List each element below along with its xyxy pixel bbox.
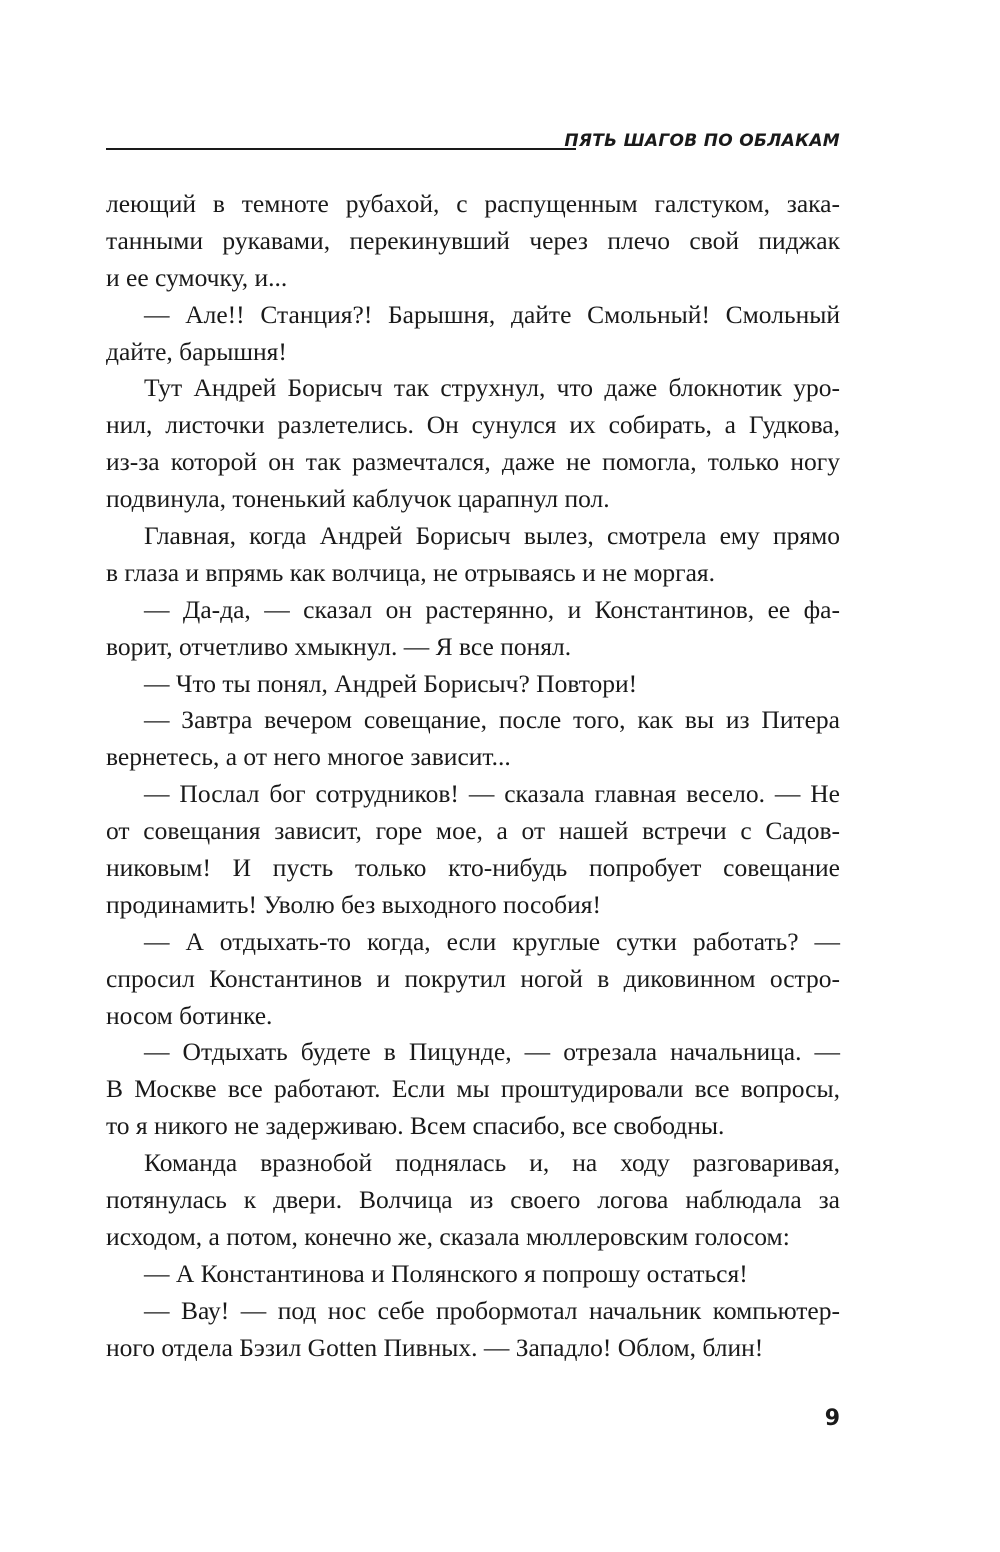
paragraph — [106, 518, 840, 592]
text-line: вернетесь, а от него многое зависит... — [106, 742, 511, 772]
text-line: Команда вразнобой поднялась и, на ходу разговаривая, — [144, 1148, 840, 1178]
text-line: никовым! И пусть только кто-нибудь попробует совещание — [106, 853, 840, 883]
text-line: нил, листочки разлетелись. Он сунулся их собирать, а Гудкова, — [106, 410, 840, 440]
text-line: ного отдела Бэзил Gotten Пивных. — Западло! Облом, блин! — [106, 1332, 764, 1362]
text-line: исходом, а потом, конечно же, сказала мюллеровским голосом: — [106, 1221, 790, 1251]
text-line: ворит, отчетливо хмыкнул. — Я все понял. — [106, 631, 572, 661]
text-line: — Послал бог сотрудников! — сказала главная весело. — Не — [144, 779, 840, 809]
text-line: — А отдыхать-то когда, если круглые сутки работать? — — [144, 926, 840, 956]
paragraph — [106, 666, 840, 703]
running-head — [106, 127, 840, 159]
text-line: Главная, когда Андрей Борисыч вылез, смотрела ему прямо — [144, 521, 840, 551]
text-line: дайте, барышня! — [106, 336, 287, 366]
paragraph — [106, 1256, 840, 1293]
text-line: Тут Андрей Борисыч так струхнул, что даже блокнотик уро- — [144, 373, 840, 403]
text-line: продинамить! Уволю без выходного пособия! — [106, 889, 601, 919]
text-line: и ее сумочку, и... — [106, 262, 288, 292]
text-line: — Але!! Станция?! Барышня, дайте Смольный! Смольный — [144, 299, 840, 329]
paragraph — [106, 1293, 840, 1367]
text-line: танными рукавами, перекинувший через плечо свой пиджак — [106, 225, 840, 255]
text-line: спросил Константинов и покрутил ногой в диковинном остро- — [106, 963, 840, 993]
text-line: из-за которой он так размечтался, даже не помогла, только ногу — [106, 447, 840, 477]
text-line: — Завтра вечером совещание, после того, как вы из Питера — [144, 705, 840, 735]
text-line: от совещания зависит, горе мое, а от нашей встречи с Садов- — [106, 816, 840, 846]
paragraph — [106, 924, 840, 1035]
page-number: 9 — [824, 1406, 840, 1431]
paragraph — [106, 776, 840, 924]
paragraph — [106, 1145, 840, 1256]
text-line: то я никого не задерживаю. Всем спасибо, все свободны. — [106, 1111, 725, 1141]
text-line: носом ботинке. — [106, 1000, 273, 1030]
paragraph — [106, 592, 840, 666]
text-line: — Вау! — под нос себе пробормотал начальник компьютер- — [144, 1295, 840, 1325]
paragraph — [106, 297, 840, 371]
body-text — [106, 186, 840, 1367]
running-title: ПЯТЬ ШАГОВ ПО ОБЛАКАМ — [564, 131, 840, 151]
paragraph — [106, 702, 840, 776]
text-line: В Москве все работают. Если мы проштудировали все вопросы, — [106, 1074, 840, 1104]
text-line: потянулась к двери. Волчица из своего логова наблюдала за — [106, 1185, 840, 1215]
text-line: — Что ты понял, Андрей Борисыч? Повтори! — [144, 668, 638, 698]
text-line: в глаза и впрямь как волчица, не отрываясь и не моргая. — [106, 557, 716, 587]
paragraph — [106, 370, 840, 518]
header-rule — [106, 148, 576, 150]
text-line: подвинула, тоненький каблучок царапнул пол. — [106, 484, 610, 514]
text-line: — Да-да, — сказал он растерянно, и Константинов, ее фа- — [144, 594, 840, 624]
paragraph — [106, 1034, 840, 1145]
text-line: — А Константинова и Полянского я попрошу остаться! — [144, 1258, 748, 1288]
text-line: леющий в темноте рубахой, с распущенным галстуком, зака- — [106, 189, 840, 218]
text-line: — Отдыхать будете в Пицунде, — отрезала начальница. — — [144, 1037, 840, 1067]
paragraph — [106, 186, 840, 297]
